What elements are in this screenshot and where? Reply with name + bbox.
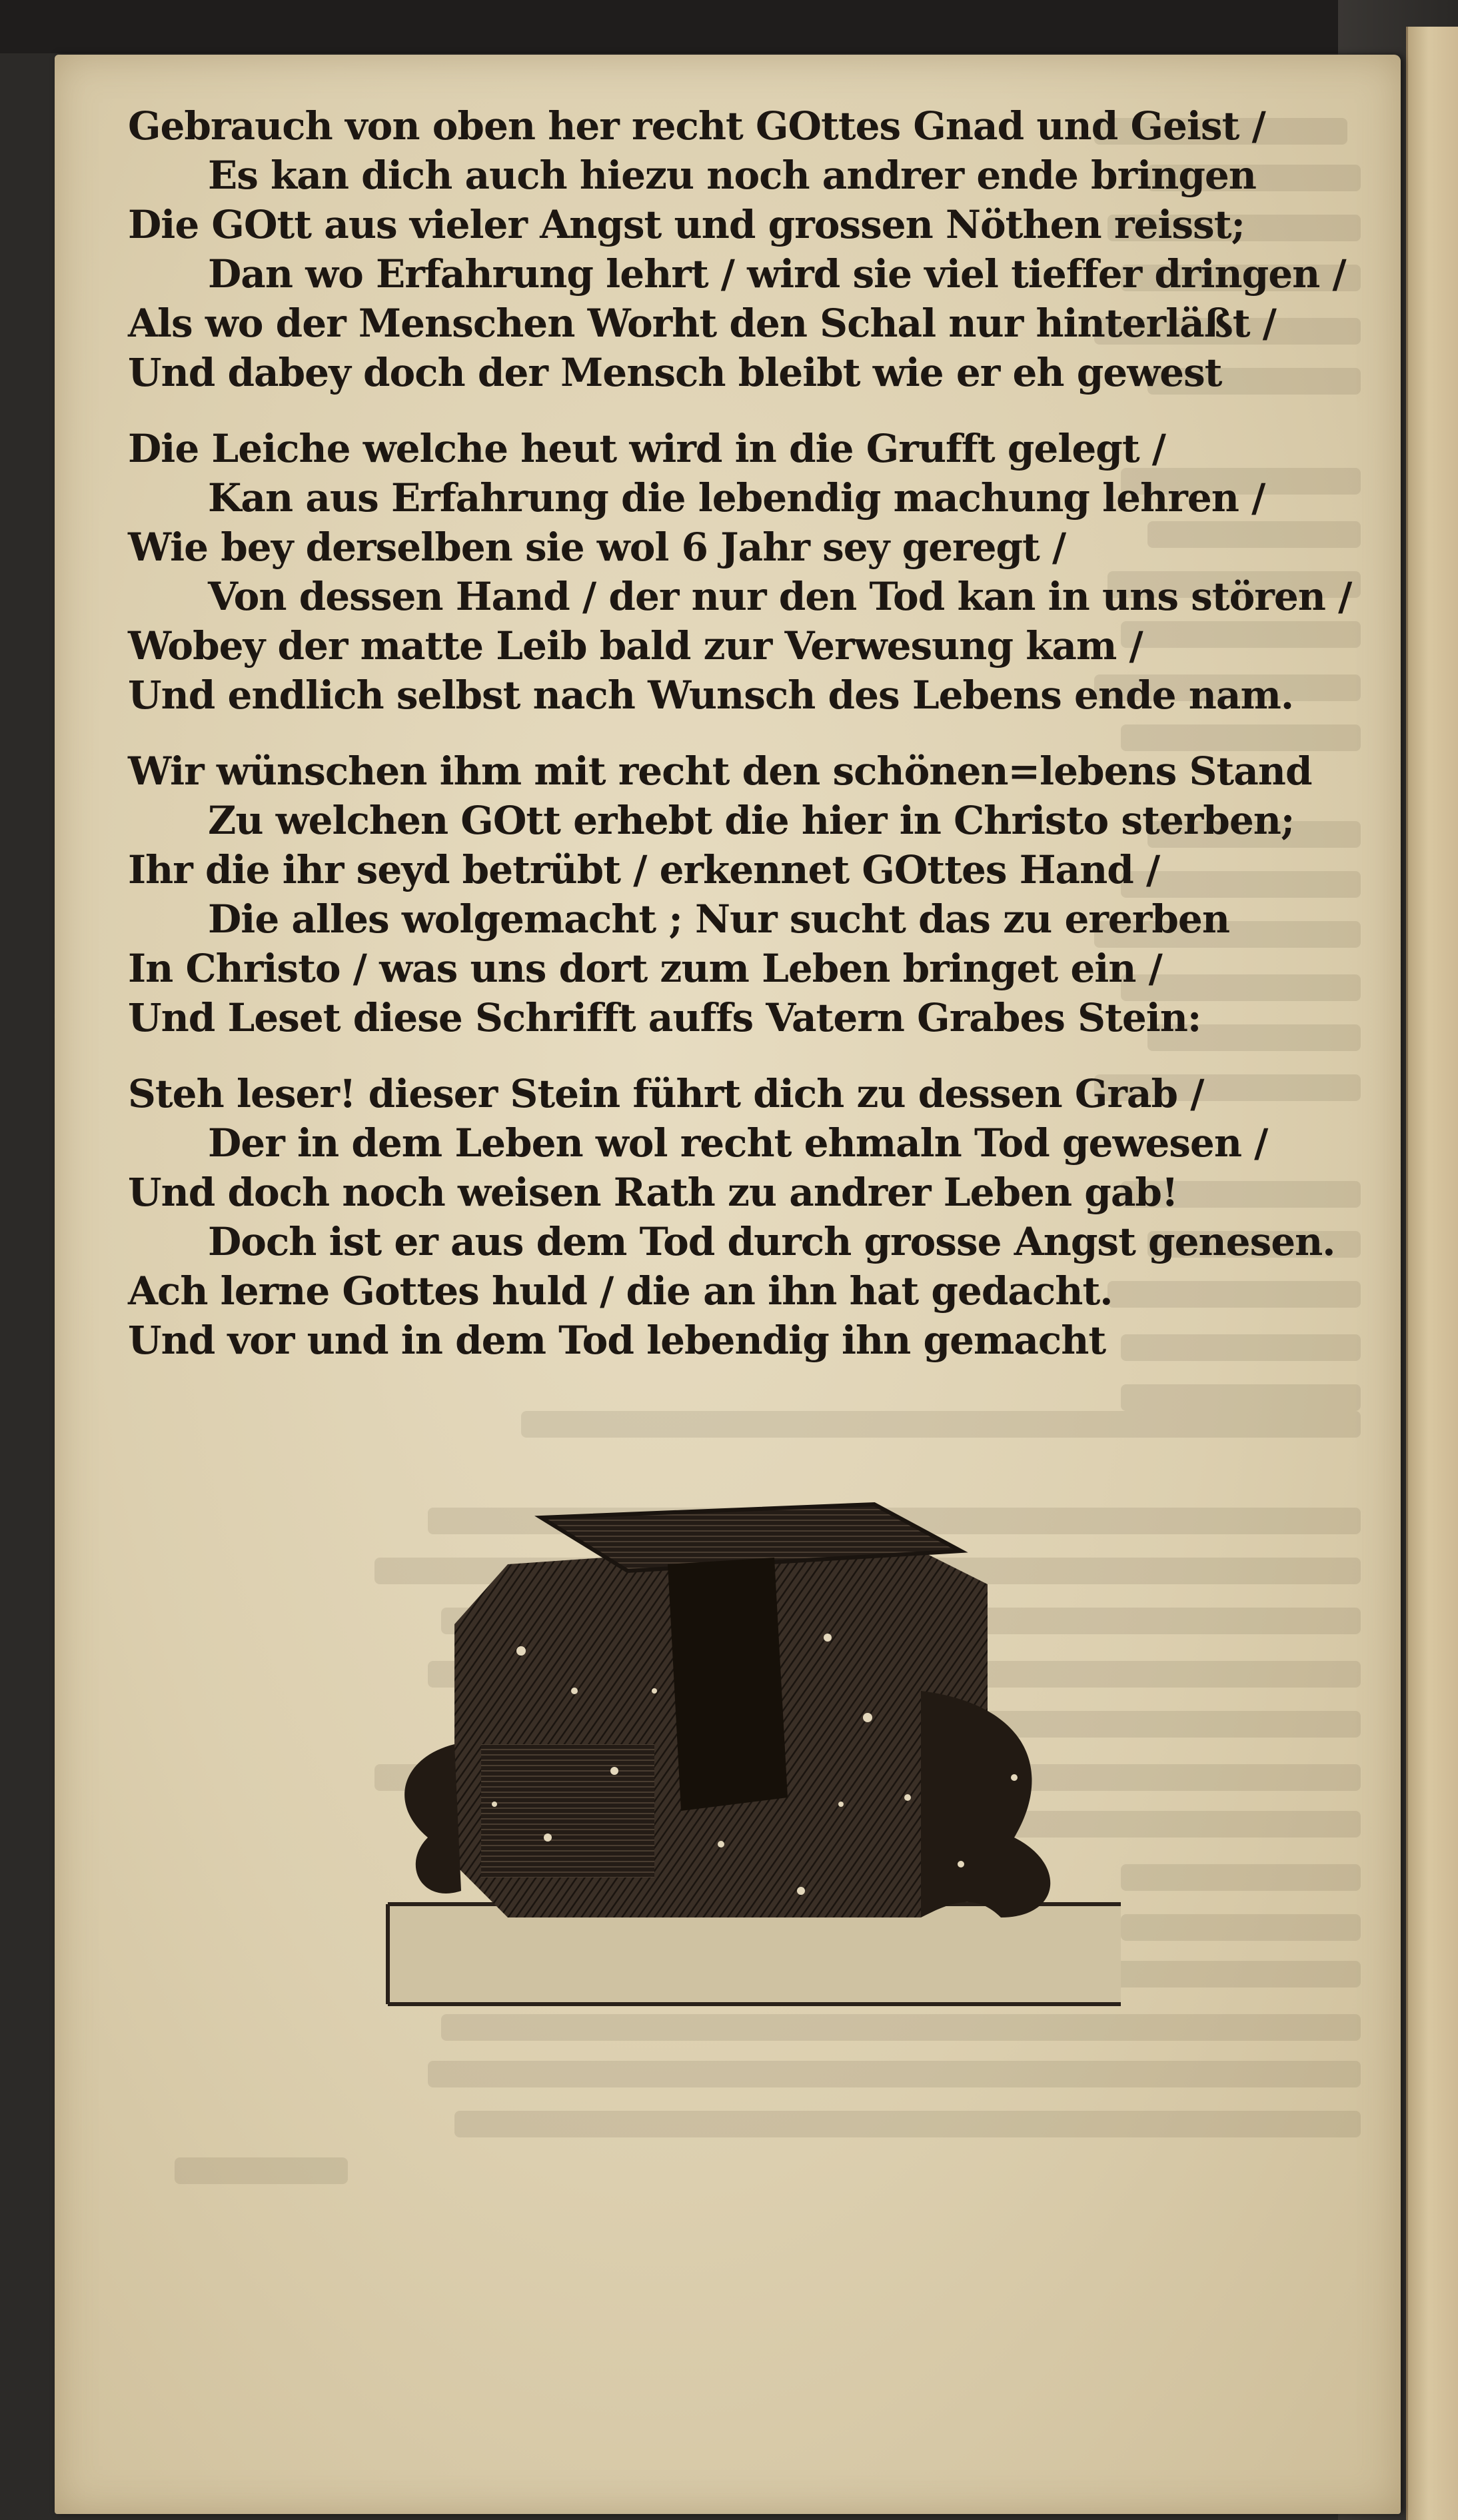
verse-line: Zu welchen GOtt erhebt die hier in Christo sterben;: [208, 798, 1295, 843]
verse-line: Der in dem Leben wol recht ehmaln Tod gewesen /: [208, 1120, 1268, 1166]
book-page: [55, 55, 1401, 2514]
verse-line: Und dabey doch der Mensch bleibt wie er eh gewest: [128, 350, 1222, 395]
stanza-4-epitaph: [128, 1069, 1381, 1365]
poem-text: [128, 101, 1381, 1392]
verse-line: Ihr die ihr seyd betrübt / erkennet GOttes Hand /: [128, 847, 1160, 892]
verse-line: Die GOtt aus vieler Angst und grossen Nöthen reisst;: [128, 202, 1245, 247]
verse-line: Wir wünschen ihm mit recht den schönen=lebens Stand: [128, 748, 1312, 794]
verse-line: Kan aus Erfahrung die lebendig machung lehren /: [208, 475, 1265, 521]
stanza-1: [128, 101, 1381, 397]
verse-line: Wobey der matte Leib bald zur Verwesung kam /: [128, 623, 1143, 668]
scan-background-top: [0, 0, 1458, 53]
verse-line: Steh leser! dieser Stein führt dich zu dessen Grab /: [128, 1071, 1204, 1116]
verse-line: Doch ist er aus dem Tod durch grosse Angst genesen.: [208, 1219, 1335, 1264]
verse-line: Und Leset diese Schrifft auffs Vatern Grabes Stein:: [128, 995, 1201, 1040]
verse-line: Von dessen Hand / der nur den Tod kan in uns stören /: [208, 574, 1352, 619]
verse-line: In Christo / was uns dort zum Leben bringet ein /: [128, 946, 1162, 991]
verse-line: Die Leiche welche heut wird in die Grufft gelegt /: [128, 426, 1165, 471]
verse-line: Dan wo Erfahrung lehrt / wird sie viel tieffer dringen /: [208, 251, 1346, 297]
verse-line: Die alles wolgemacht ; Nur sucht das zu ererben: [208, 896, 1229, 942]
verse-line: Als wo der Menschen Worht den Schal nur hinterläßt /: [128, 301, 1276, 346]
verse-line: Gebrauch von oben her recht GOttes Gnad und Geist /: [128, 103, 1265, 149]
verse-line: Es kan dich auch hiezu noch andrer ende bringen: [208, 153, 1256, 198]
verse-line: Und doch noch weisen Rath zu andrer Leben gab!: [128, 1170, 1178, 1215]
stanza-3: [128, 746, 1381, 1042]
verse-line: Und vor und in dem Tod lebendig ihn gemacht: [128, 1318, 1106, 1363]
verse-line: Und endlich selbst nach Wunsch des Lebens ende nam.: [128, 672, 1294, 718]
verse-line: Ach lerne Gottes huld / die an ihn hat gedacht.: [128, 1268, 1113, 1314]
verse-line: Wie bey derselben sie wol 6 Jahr sey geregt /: [128, 525, 1066, 570]
facing-page-edge: [1406, 27, 1458, 2520]
stanza-2: [128, 424, 1381, 720]
tomb-woodcut-icon: [374, 1491, 1147, 2011]
